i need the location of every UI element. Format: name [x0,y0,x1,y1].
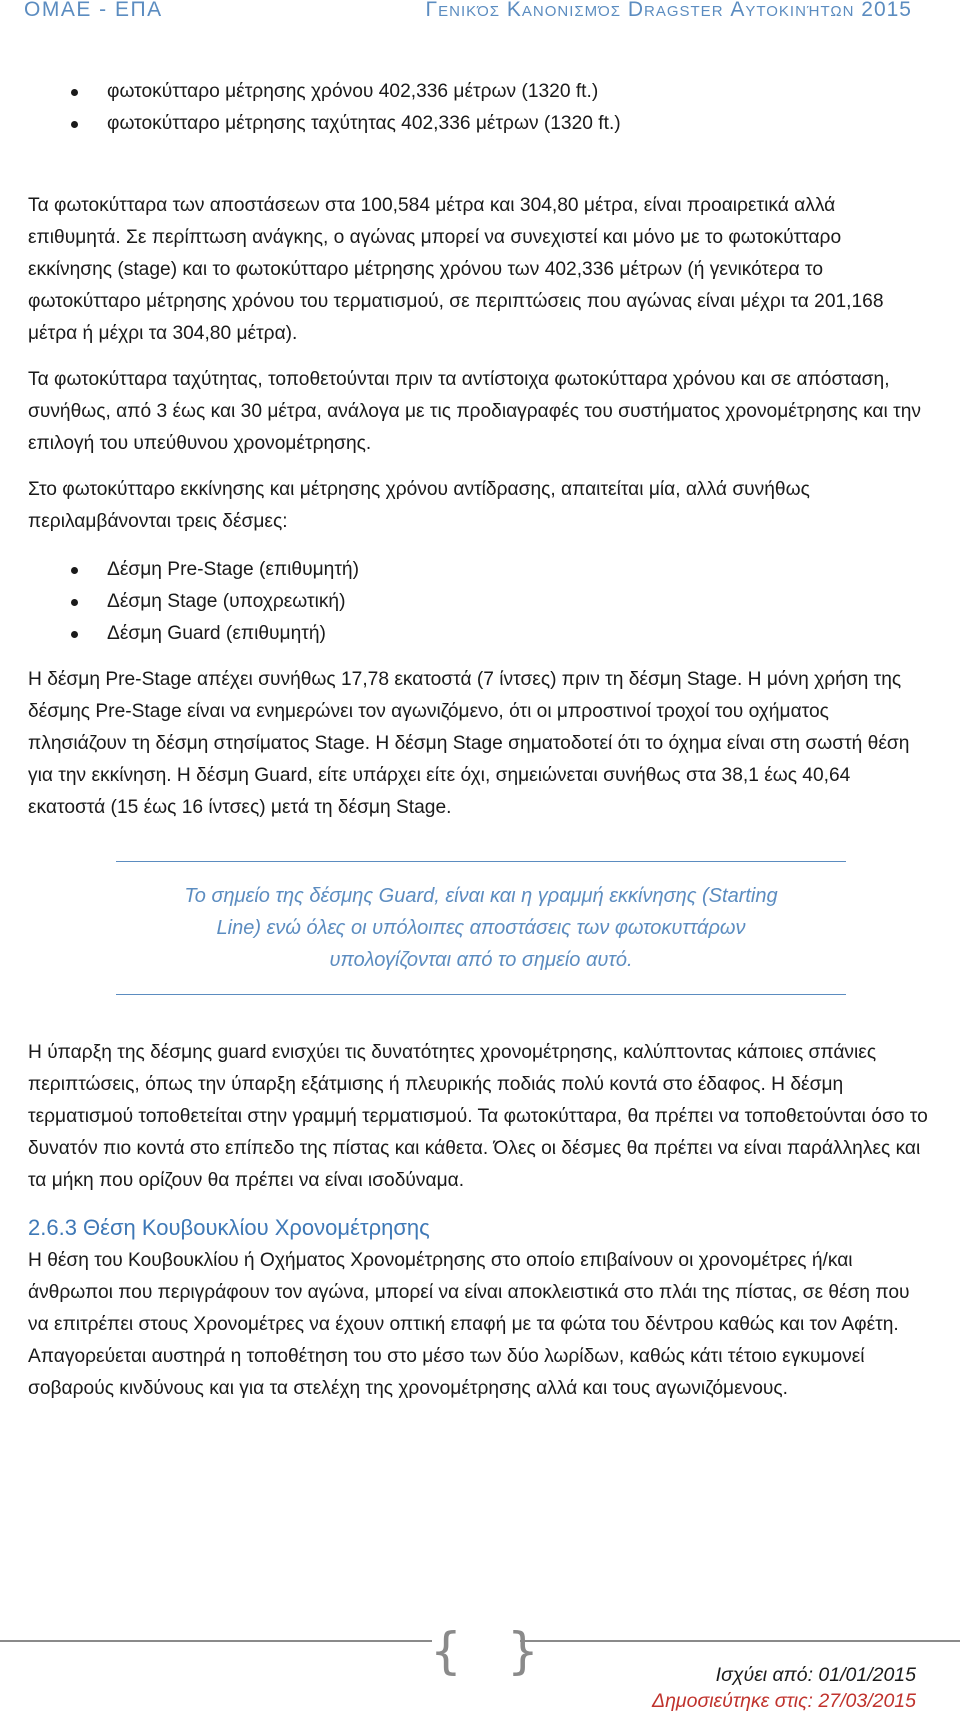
quote-line: υπολογίζονται από το σημείο αυτό. [329,949,633,971]
list-item: Δέσμη Pre-Stage (επιθυμητή) [28,554,930,586]
list-item: φωτοκύτταρο μέτρησης χρόνου 402,336 μέτρων (1320 ft.) [28,76,930,108]
paragraph-speed-photocells: Τα φωτοκύτταρα ταχύτητας, τοποθετούνται πριν τα αντίστοιχα φωτοκύτταρα χρόνου και σε απόσταση, συνήθως, από 3 έως και 30 μέτρα, ανάλογα με τις προδιαγραφές του συστήματος χρονομέτρησης και την επιλογή του υπεύθυνου χρονομέτρησης. [28,369,921,454]
document-body [28,76,930,1405]
footer-bracket-left: { [430,1622,462,1680]
footer-divider-left [0,1640,432,1642]
list-item: Δέσμη Guard (επιθυμητή) [28,618,930,650]
paragraph-timing-booth: Η θέση του Κουβουκλίου ή Οχήματος Χρονομέτρησης στο οποίο επιβαίνουν οι χρονομέτρες ή/και άνθρωποι που περιγράφουν τον αγώνα, μπορεί να είναι αποκλειστικά στο πλάι της πίστας, σε θέση που να επιτρέπει στους Χρονομέτρες να έχουν οπτική επαφή με τα φώτα του δέντρου καθώς και τον Αφέτη. Απαγορεύεται αυστηρά η τοποθέτηση του στο μέσο των δύο λωρίδων, καθώς κάτι τέτοιο εγκυμονεί σοβαρούς κινδύνους και για τα στελέχη της χρονομέτρησης αλλά και τους αγωνιζόμενους. [28,1250,910,1399]
header-document-title: Γενικός Κανονισμός Dragster Αυτοκινήτων 2015 [425,0,912,21]
beam-list [28,554,930,650]
list-item: Δέσμη Stage (υποχρεωτική) [28,586,930,618]
photocell-list [28,76,930,140]
published-date: Δημοσιεύτηκε στις: 27/03/2015 [652,1690,916,1712]
header-org: ΟΜΑΕ - ΕΠΑ [24,0,163,21]
effective-date: Ισχύει από: 01/01/2015 [715,1664,916,1686]
footer-divider-right [520,1640,960,1642]
pull-quote [116,861,846,995]
list-item: φωτοκύτταρο μέτρησης ταχύτητας 402,336 μέτρων (1320 ft.) [28,108,930,140]
quote-line: Line) ενώ όλες οι υπόλοιπες αποστάσεις των φωτοκυττάρων [216,917,746,939]
quote-line: Το σημείο της δέσμης Guard, είναι και η γραμμή εκκίνησης (Starting [184,885,778,907]
paragraph-start-beams: Στο φωτοκύτταρο εκκίνησης και μέτρησης χρόνου αντίδρασης, απαιτείται μία, αλλά συνήθως περιλαμβάνονται τρεις δέσμες: [28,479,810,532]
paragraph-optional-photocells: Τα φωτοκύτταρα των αποστάσεων στα 100,584 μέτρα και 304,80 μέτρα, είναι προαιρετικά αλλά επιθυμητά. Σε περίπτωση ανάγκης, ο αγώνας μπορεί να συνεχιστεί και μόνο με το φωτοκύτταρο εκκίνησης (stage) και το φωτοκύτταρο μέτρησης χρόνου των 402,336 μέτρων (ή γενικότερα το φωτοκύτταρο μέτρησης χρόνου του τερματισμού, σε περιπτώσεις που αγώνας είναι μέχρι τα 201,168 μέτρα ή μέχρι τα 304,80 μέτρα). [28,195,884,344]
footer-bracket-right: } [507,1622,539,1680]
paragraph-guard-beam: Η ύπαρξη της δέσμης guard ενισχύει τις δυνατότητες χρονομέτρησης, καλύπτοντας κάποιες σπάνιες περιπτώσεις, όπως την ύπαρξη εξάτμισης ή πλευρικής ποδιάς πολύ κοντά στο έδαφος. Η δέσμη τερματισμού τοποθετείται στην γραμμή τερματισμού. Τα φωτοκύτταρα, θα πρέπει να τοποθετούνται όσο το δυνατόν πιο κοντά στο επίπεδο της πίστας και κάθετα. Όλες οι δέσμες θα πρέπει να είναι παράλληλες και τα μήκη που ορίζουν θα πρέπει να είναι ισοδύναμα. [28,1042,928,1191]
paragraph-beam-distances: Η δέσμη Pre-Stage απέχει συνήθως 17,78 εκατοστά (7 ίντσες) πριν τη δέσμη Stage. Η μόνη χρήση της δέσμης Pre-Stage είναι να ενημερώνει τον αγωνιζόμενο, ότι οι μπροστινοί τροχοί του οχήματος πλησιάζουν τη δέσμη στησίματος Stage. Η δέσμη Stage σηματοδοτεί ότι το όχημα είναι στη σωστή θέση για την εκκίνηση. Η δέσμη Guard, είτε υπάρχει είτε όχι, σημειώνεται συνήθως στα 38,1 έως 40,64 εκατοστά (15 έως 16 ίντσες) μετά τη δέσμη Stage. [28,669,910,818]
section-heading: 2.6.3 Θέση Κουβουκλίου Χρονομέτρησης [28,1215,430,1240]
